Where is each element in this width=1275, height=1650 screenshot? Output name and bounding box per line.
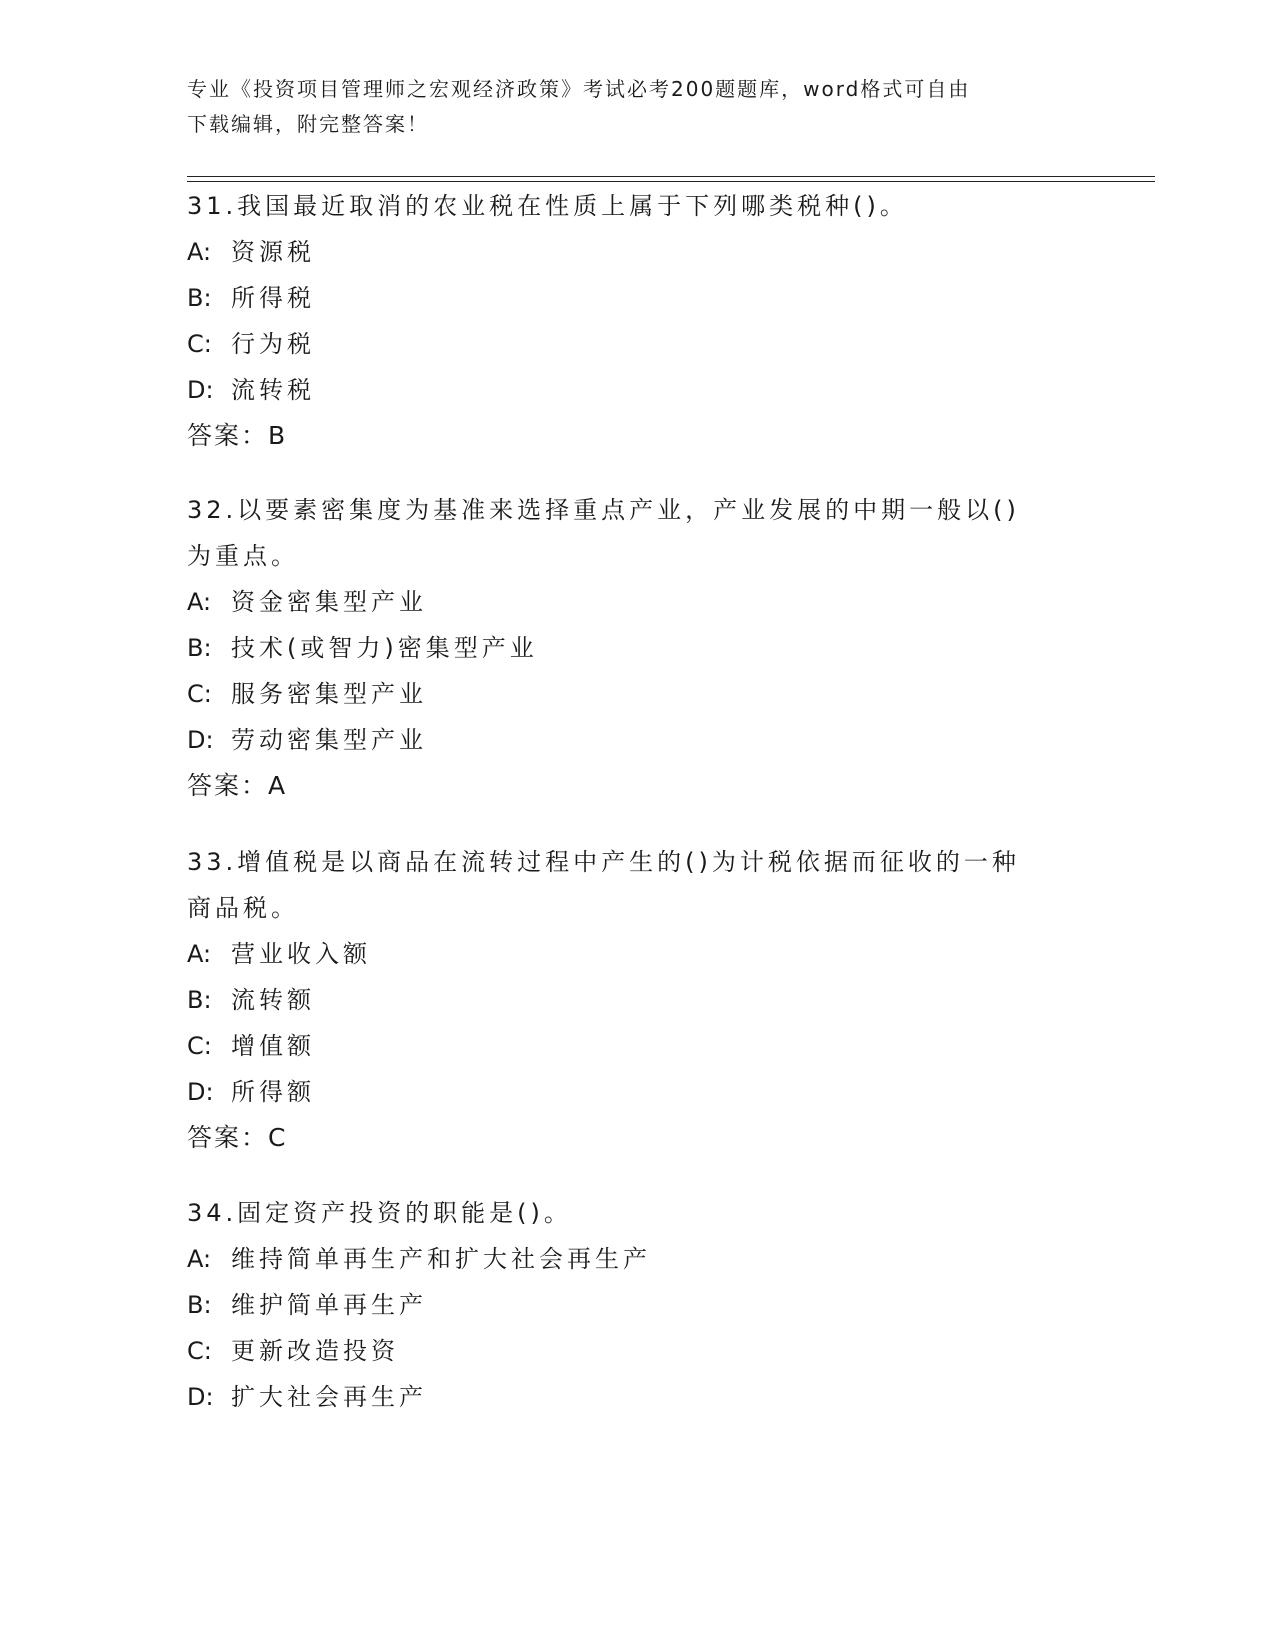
option-letter: B:	[187, 1291, 212, 1319]
option-text: 服务密集型产业	[231, 680, 427, 708]
option-text: 劳动密集型产业	[231, 726, 427, 754]
option-text: 流转额	[231, 986, 315, 1014]
answer-label: 答案：	[187, 771, 269, 800]
header-line-2: 下载编辑，附完整答案！	[187, 112, 429, 136]
answer-value: C	[268, 1123, 287, 1152]
option-letter: C:	[187, 1032, 212, 1060]
option-c	[187, 1023, 1087, 1069]
question-stem: 31.我国最近取消的农业税在性质上属于下列哪类税种()。	[187, 192, 908, 220]
answer-line	[187, 1115, 1087, 1161]
option-letter: C:	[187, 1337, 212, 1365]
question-34	[187, 1190, 1087, 1420]
option-text: 维持简单再生产和扩大社会再生产	[231, 1245, 651, 1273]
document-header	[187, 72, 1087, 142]
header-rule-top	[187, 176, 1155, 177]
answer-label: 答案：	[187, 1123, 269, 1152]
option-text: 扩大社会再生产	[231, 1383, 427, 1411]
option-letter: B:	[187, 634, 212, 662]
option-text: 资金密集型产业	[231, 588, 427, 616]
option-letter: D:	[187, 376, 214, 404]
option-a	[187, 1236, 1087, 1282]
option-c	[187, 671, 1087, 717]
option-c	[187, 1328, 1087, 1374]
option-d	[187, 1069, 1087, 1115]
option-text: 维护简单再生产	[231, 1291, 427, 1319]
option-d	[187, 367, 1087, 413]
answer-value: B	[268, 421, 287, 450]
question-stem: 32.以要素密集度为基准来选择重点产业，产业发展的中期一般以()为重点。	[187, 496, 1020, 570]
header-rule-bottom	[187, 181, 1155, 182]
option-letter: C:	[187, 680, 212, 708]
option-letter: D:	[187, 1383, 214, 1411]
option-letter: A:	[187, 1245, 212, 1273]
question-31	[187, 183, 1087, 459]
option-letter: A:	[187, 238, 212, 266]
option-text: 增值额	[231, 1032, 315, 1060]
option-a	[187, 579, 1087, 625]
option-text: 技术(或智力)密集型产业	[231, 634, 538, 662]
option-b	[187, 1282, 1087, 1328]
question-33	[187, 839, 1087, 1161]
question-stem: 33.增值税是以商品在流转过程中产生的()为计税依据而征收的一种商品税。	[187, 848, 1020, 922]
option-text: 所得税	[231, 284, 315, 312]
option-text: 行为税	[231, 330, 315, 358]
option-a	[187, 931, 1087, 977]
option-text: 营业收入额	[231, 940, 371, 968]
answer-label: 答案：	[187, 421, 269, 450]
option-b	[187, 977, 1087, 1023]
option-letter: C:	[187, 330, 212, 358]
option-text: 流转税	[231, 376, 315, 404]
answer-value: A	[268, 771, 287, 800]
option-letter: B:	[187, 986, 212, 1014]
option-d	[187, 1374, 1087, 1420]
option-text: 资源税	[231, 238, 315, 266]
option-d	[187, 717, 1087, 763]
question-32	[187, 487, 1087, 809]
option-letter: A:	[187, 588, 212, 616]
option-letter: D:	[187, 726, 214, 754]
option-c	[187, 321, 1087, 367]
option-letter: B:	[187, 284, 212, 312]
option-a	[187, 229, 1087, 275]
question-stem: 34.固定资产投资的职能是()。	[187, 1199, 572, 1227]
option-letter: A:	[187, 940, 212, 968]
option-text: 所得额	[231, 1078, 315, 1106]
option-b	[187, 275, 1087, 321]
option-b	[187, 625, 1087, 671]
option-letter: D:	[187, 1078, 214, 1106]
header-line-1: 专业《投资项目管理师之宏观经济政策》考试必考200题题库，word格式可自由	[187, 77, 971, 101]
answer-line	[187, 763, 1087, 809]
option-text: 更新改造投资	[231, 1337, 399, 1365]
answer-line	[187, 413, 1087, 459]
